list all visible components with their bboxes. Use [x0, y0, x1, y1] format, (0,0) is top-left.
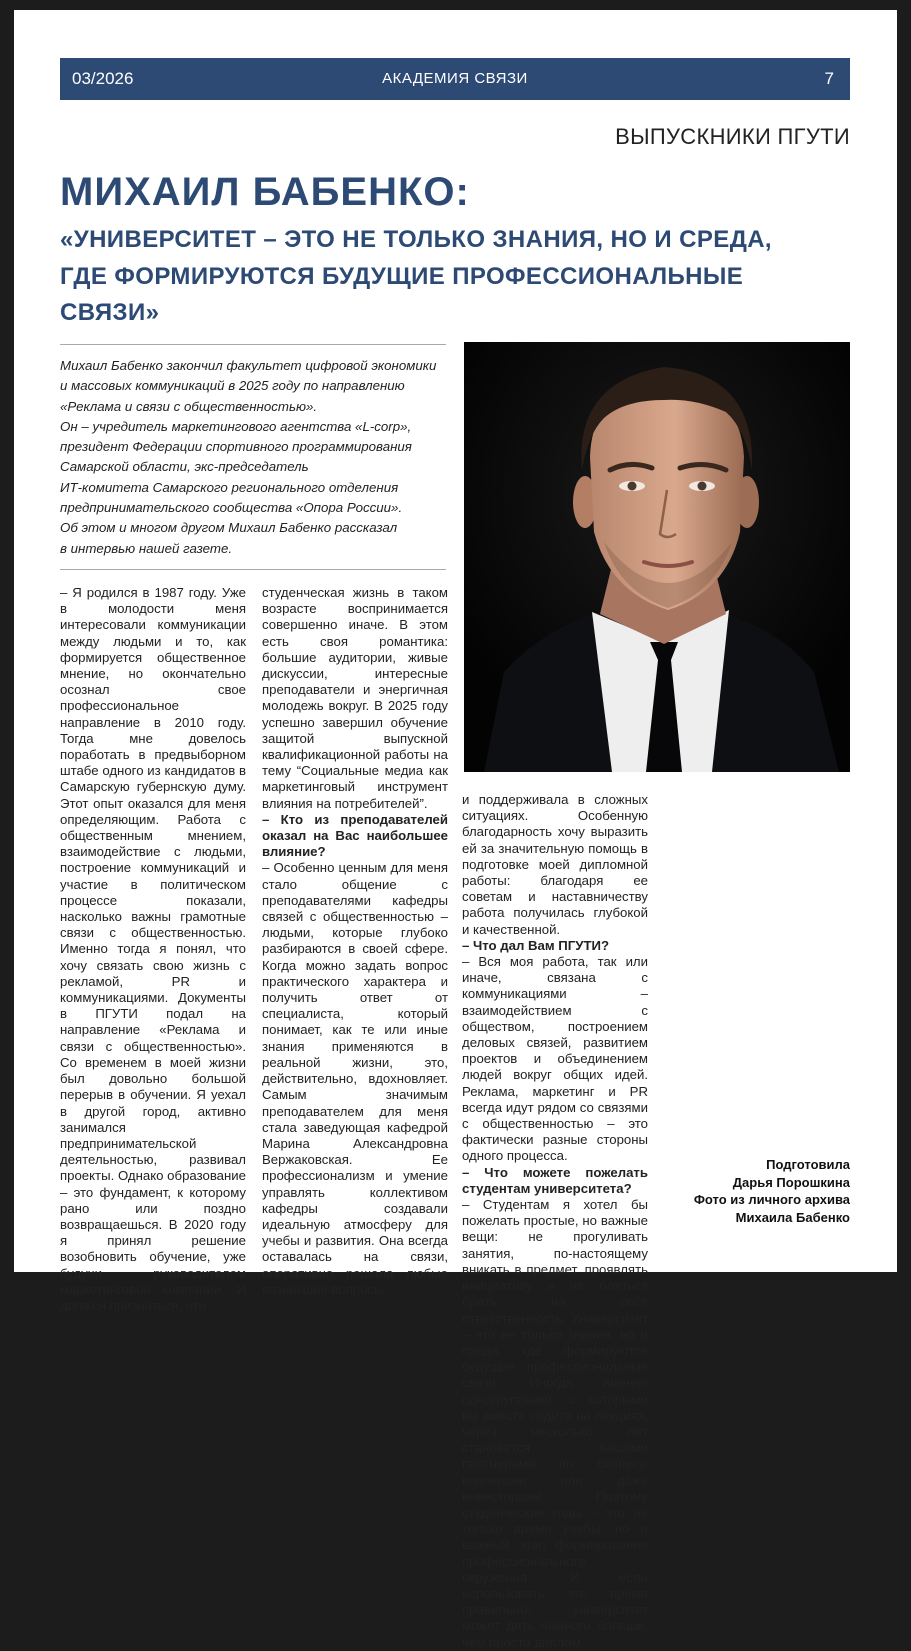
- lead-line: ИТ-комитета Самарского регионального отделения: [60, 479, 399, 495]
- article-column-2: [262, 585, 448, 1298]
- lead-line: в интервью нашей газете.: [60, 540, 233, 556]
- headline-quote: «УНИВЕРСИТЕТ – ЭТО НЕ ТОЛЬКО ЗНАНИЯ, НО И СРЕДА, ГДЕ ФОРМИРУЮТСЯ БУДУЩИЕ ПРОФЕССИОНАЛЬНЫЕ СВЯЗИ»: [60, 226, 772, 326]
- interview-question: – Что дал Вам ПГУТИ?: [462, 937, 610, 953]
- interview-question: – Кто из преподавателей оказал на Вас наибольшее влияние?: [262, 811, 448, 860]
- newspaper-page: [14, 10, 897, 1650]
- credit-line: Фото из личного архива: [693, 1192, 850, 1207]
- section-rubric: ВЫПУСКНИКИ ПГУТИ: [615, 124, 850, 149]
- issue-number: 03/2026: [72, 69, 134, 88]
- article-paragraph: – Вся моя работа, так или иначе, связана с коммуникациями – взаимодействием с обществом, построением деловых связей, развитием проектов и объединением людей вокруг общих идей. Реклама, маркетинг и PR всегда идут рядом со связями с общественностью – это фактически разные стороны одного процесса.: [462, 954, 648, 1164]
- article-credits: [664, 1156, 850, 1226]
- page-number: 7: [824, 69, 834, 88]
- article-paragraph: – Студентам я хотел бы пожелать простые, но важные вещи: не прогуливать занятия, по-настоящему вникать в предмет, проявлять инициативу и не бояться брать на себя ответственность. Университет – это не только знания, но и среда, где формируются будущие профессиональные связи. Иногда именно одногруппники, с которыми вы вместе сидите на лекциях, через несколько лет становятся вашими партнерами по бизнесу, коллегами или даже инвесторами. Поэтому студенческие годы – это не только время учебы, но и важный этап формирования профессионального окружения. И если использовать это время правильно, университет может дать намного больше, чем просто диплом.: [462, 1197, 648, 1650]
- article-paragraph: студенческая жизнь в таком возрасте воспринимается совершенно иначе. В этом есть своя романтика: большие аудитории, живые дискуссии, интересные преподаватели и энергичная молодежь вокруг. В 2025 году успешно завершил обучение защитой выпускной квалификационной работы на тему “Социальные медиа как маркетинговый инструмент влияния на потребителей”.: [262, 585, 448, 811]
- interview-question: – Что можете пожелать студентам университета?: [462, 1164, 648, 1196]
- article-paragraph: – Я родился в 1987 году. Уже в молодости меня интересовали коммуникации между людьми и то, как формируется общественное мнение, но окончательно осознал свое профессиональное направление в 2010 году. Тогда мне довелось поработать в предвыборном штабе одного из кандидатов в Самарскую губернскую думу. Этот опыт оказался для меня определяющим. Работа с общественным мнением, взаимодействие с людьми, построение коммуникаций и участие в политическом процессе показали, насколько важны грамотные связи с общественностью. Именно тогда я понял, что хочу связать свою жизнь с рекламой, PR и коммуникациями. Документы в ПГУТИ подал на направление «Реклама и связи с общественностью». Со временем в моей жизни был довольно большой перерыв в обучении. Я уехал в другой город, активно занимался предпринимательской деятельностью, развивал проекты. Однако образование – это фундамент, к которому рано или поздно возвращаешься. В 2020 году я принял решение возобновить обучение, уже будучи руководителем маркетинговой компании. И должен признаться, что: [60, 585, 246, 1313]
- article-column-3: [462, 792, 648, 1651]
- credit-line: Подготовила: [766, 1157, 850, 1172]
- lead-line: и массовых коммуникаций в 2025 году по направлению: [60, 378, 405, 394]
- lead-line: Михаил Бабенко закончил факультет цифровой экономики: [60, 358, 437, 373]
- newspaper-name: АКАДЕМИЯ СВЯЗИ: [382, 70, 528, 87]
- portrait-photo: [464, 342, 850, 772]
- article-paragraph: и поддерживала в сложных ситуациях. Особенную благодарность хочу выразить ей за значительную помощь в подготовке моей дипломной работы: благодаря ее советам и наставничеству работа получилась глубокой и качественной.: [462, 792, 648, 937]
- lead-line: президент Федерации спортивного программирования: [60, 439, 412, 455]
- article-column-1: [60, 585, 246, 1314]
- credit-line: Михаила Бабенко: [735, 1209, 850, 1225]
- article-paragraph: – Особенно ценным для меня стало общение с преподавателями кафедры связей с общественностью – людьми, которые глубоко разбираются в своей сфере. Когда можно задать вопрос практического характера и получить ответ от специалиста, который понимает, как те или иные знания применяются в реальной жизни, это, действительно, вдохновляет. Самым значимым преподавателем для меня стала заведующая кафедрой Марина Александровна Вержаковская. Ее профессионализм и умение управлять коллективом кафедры создавали идеальную атмосферу для учебы и развития. Она всегда оставалась на связи, оперативно решала любые возникшие вопросы: [262, 860, 448, 1297]
- lead-line: «Реклама и связи с общественностью».: [60, 398, 318, 414]
- headline-name: МИХАИЛ БАБЕНКО:: [60, 170, 470, 214]
- lead-line: предпринимательского сообщества «Опора России».: [60, 500, 403, 516]
- lead-line: Он – учредитель маркетингового агентства «L-corp»,: [60, 418, 412, 434]
- page-header-bar: [60, 58, 850, 100]
- portrait-illustration: [464, 342, 850, 772]
- lead-line: Самарской области, экс-председатель: [60, 459, 309, 475]
- lead-paragraph: [60, 344, 446, 570]
- lead-line: Об этом и многом другом Михаил Бабенко рассказал: [60, 520, 398, 536]
- credit-line: Дарья Порошкина: [732, 1174, 850, 1190]
